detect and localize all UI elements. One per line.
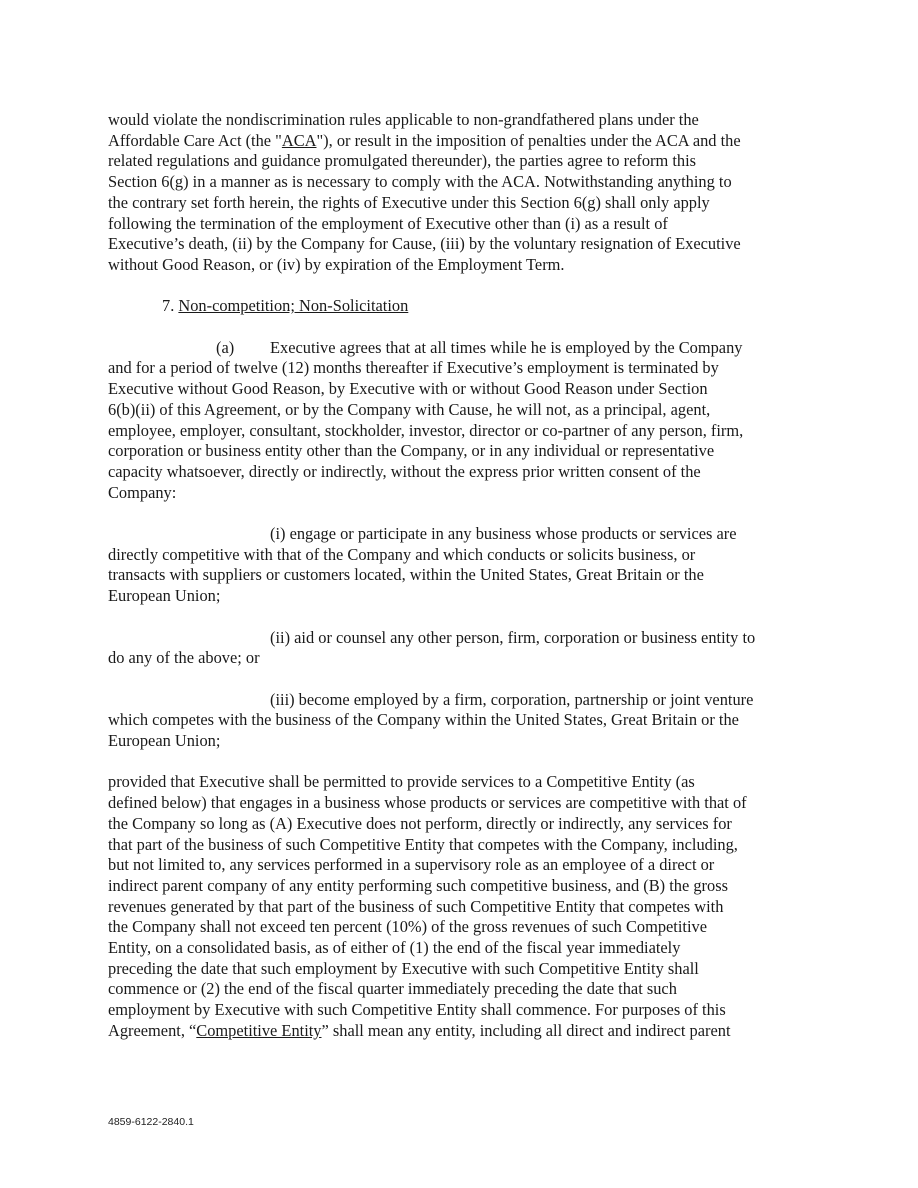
text-line: preceding the date that such employment by Executive with such Competitive Entity shall [108,958,699,978]
text-line: commence or (2) the end of the fiscal quarter immediately preceding the date that such [108,979,677,999]
text-line: indirect parent company of any entity performing such competitive business, and (B) the gross [108,875,728,895]
spacer [108,503,814,524]
text-line: directly competitive with that of the Company and which conducts or solicits business, or [108,544,696,564]
spacer [108,317,814,338]
section-7-title: Non-competition; Non-Solicitation [178,296,409,316]
text-line: employment by Executive with such Competitive Entity shall commence. For purposes of this [108,1000,726,1020]
text-line: (iii) become employed by a firm, corporation, partnership or joint venture [270,689,754,709]
text-line: defined below) that engages in a business whose products or services are competitive with that of [108,793,747,813]
text-line: would violate the nondiscrimination rules applicable to non-grandfathered plans under the [108,110,699,129]
text-line: Entity, on a consolidated basis, as of either of (1) the end of the fiscal year immediately [108,938,681,958]
text-line: provided that Executive shall be permitted to provide services to a Competitive Entity (as [108,772,695,792]
paragraph-aca [108,110,814,276]
text-line: (ii) aid or counsel any other person, firm, corporation or business entity to [270,627,756,647]
spacer [108,669,814,690]
text-line: Affordable Care Act (the "ACA"), or result in the imposition of penalties under the ACA and the [108,130,741,150]
item-ii [108,628,814,669]
spacer [108,607,814,628]
text-line: do any of the above; or [108,648,260,668]
document-page [108,110,814,1042]
text-line: transacts with suppliers or customers located, within the United States, Great Britain or the [108,565,704,585]
text-line: without Good Reason, or (iv) by expiration of the Employment Term. [108,254,565,274]
subsection-a [108,338,814,504]
text-line: following the termination of the employment of Executive other than (i) as a result of [108,213,668,233]
text-line: the Company so long as (A) Executive does not perform, directly or indirectly, any services for [108,813,732,833]
text-line: employee, employer, consultant, stockholder, investor, director or co-partner of any person, firm, [108,420,744,440]
text-line: that part of the business of such Competitive Entity that competes with the Company, including, [108,834,738,854]
defined-term-aca: ACA [281,130,317,150]
item-i [108,524,814,607]
text-line: capacity whatsoever, directly or indirectly, without the express prior written consent of the [108,461,701,481]
text-line: European Union; [108,586,221,606]
section-7-heading: 7. Non-competition; Non-Solicitation [162,296,409,316]
text-line: corporation or business entity other than the Company, or in any individual or representative [108,441,715,461]
text-line: Section 6(g) in a manner as is necessary to comply with the ACA. Notwithstanding anything to [108,172,732,192]
text-line: Executive without Good Reason, by Executive with or without Good Reason under Section [108,379,708,399]
proviso-paragraph [108,772,814,1041]
text-line: the Company shall not exceed ten percent (10%) of the gross revenues of such Competitive [108,917,707,937]
item-iii [108,690,814,752]
text-line: revenues generated by that part of the business of such Competitive Entity that competes with [108,896,724,916]
defined-term-competitive-entity: Competitive Entity [196,1020,322,1040]
document-id-footer: 4859-6122-2840.1 [108,1116,194,1128]
spacer [108,752,814,773]
text-line: Executive’s death, (ii) by the Company for Cause, (iii) by the voluntary resignation of Executive [108,234,741,254]
text-line: Company: [108,482,177,502]
text-line: (i) engage or participate in any business whose products or services are [270,524,737,544]
text-line: and for a period of twelve (12) months thereafter if Executive’s employment is terminated by [108,358,719,378]
spacer [108,276,814,297]
text-line: which competes with the business of the Company within the United States, Great Britain or the [108,710,739,730]
subsection-label: (a) [216,337,235,357]
text-line: Agreement, “Competitive Entity” shall mean any entity, including all direct and indirect parent [108,1020,731,1040]
text-line: 6(b)(ii) of this Agreement, or by the Company with Cause, he will not, as a principal, agent, [108,399,711,419]
text-line: but not limited to, any services performed in a supervisory role as an employee of a direct or [108,855,715,875]
text-line: the contrary set forth herein, the rights of Executive under this Section 6(g) shall only apply [108,192,710,212]
text-line: related regulations and guidance promulgated thereunder), the parties agree to reform this [108,151,697,171]
text-line: (a) Executive agrees that at all times while he is employed by the Company [108,338,814,359]
text-line: European Union; [108,731,221,751]
